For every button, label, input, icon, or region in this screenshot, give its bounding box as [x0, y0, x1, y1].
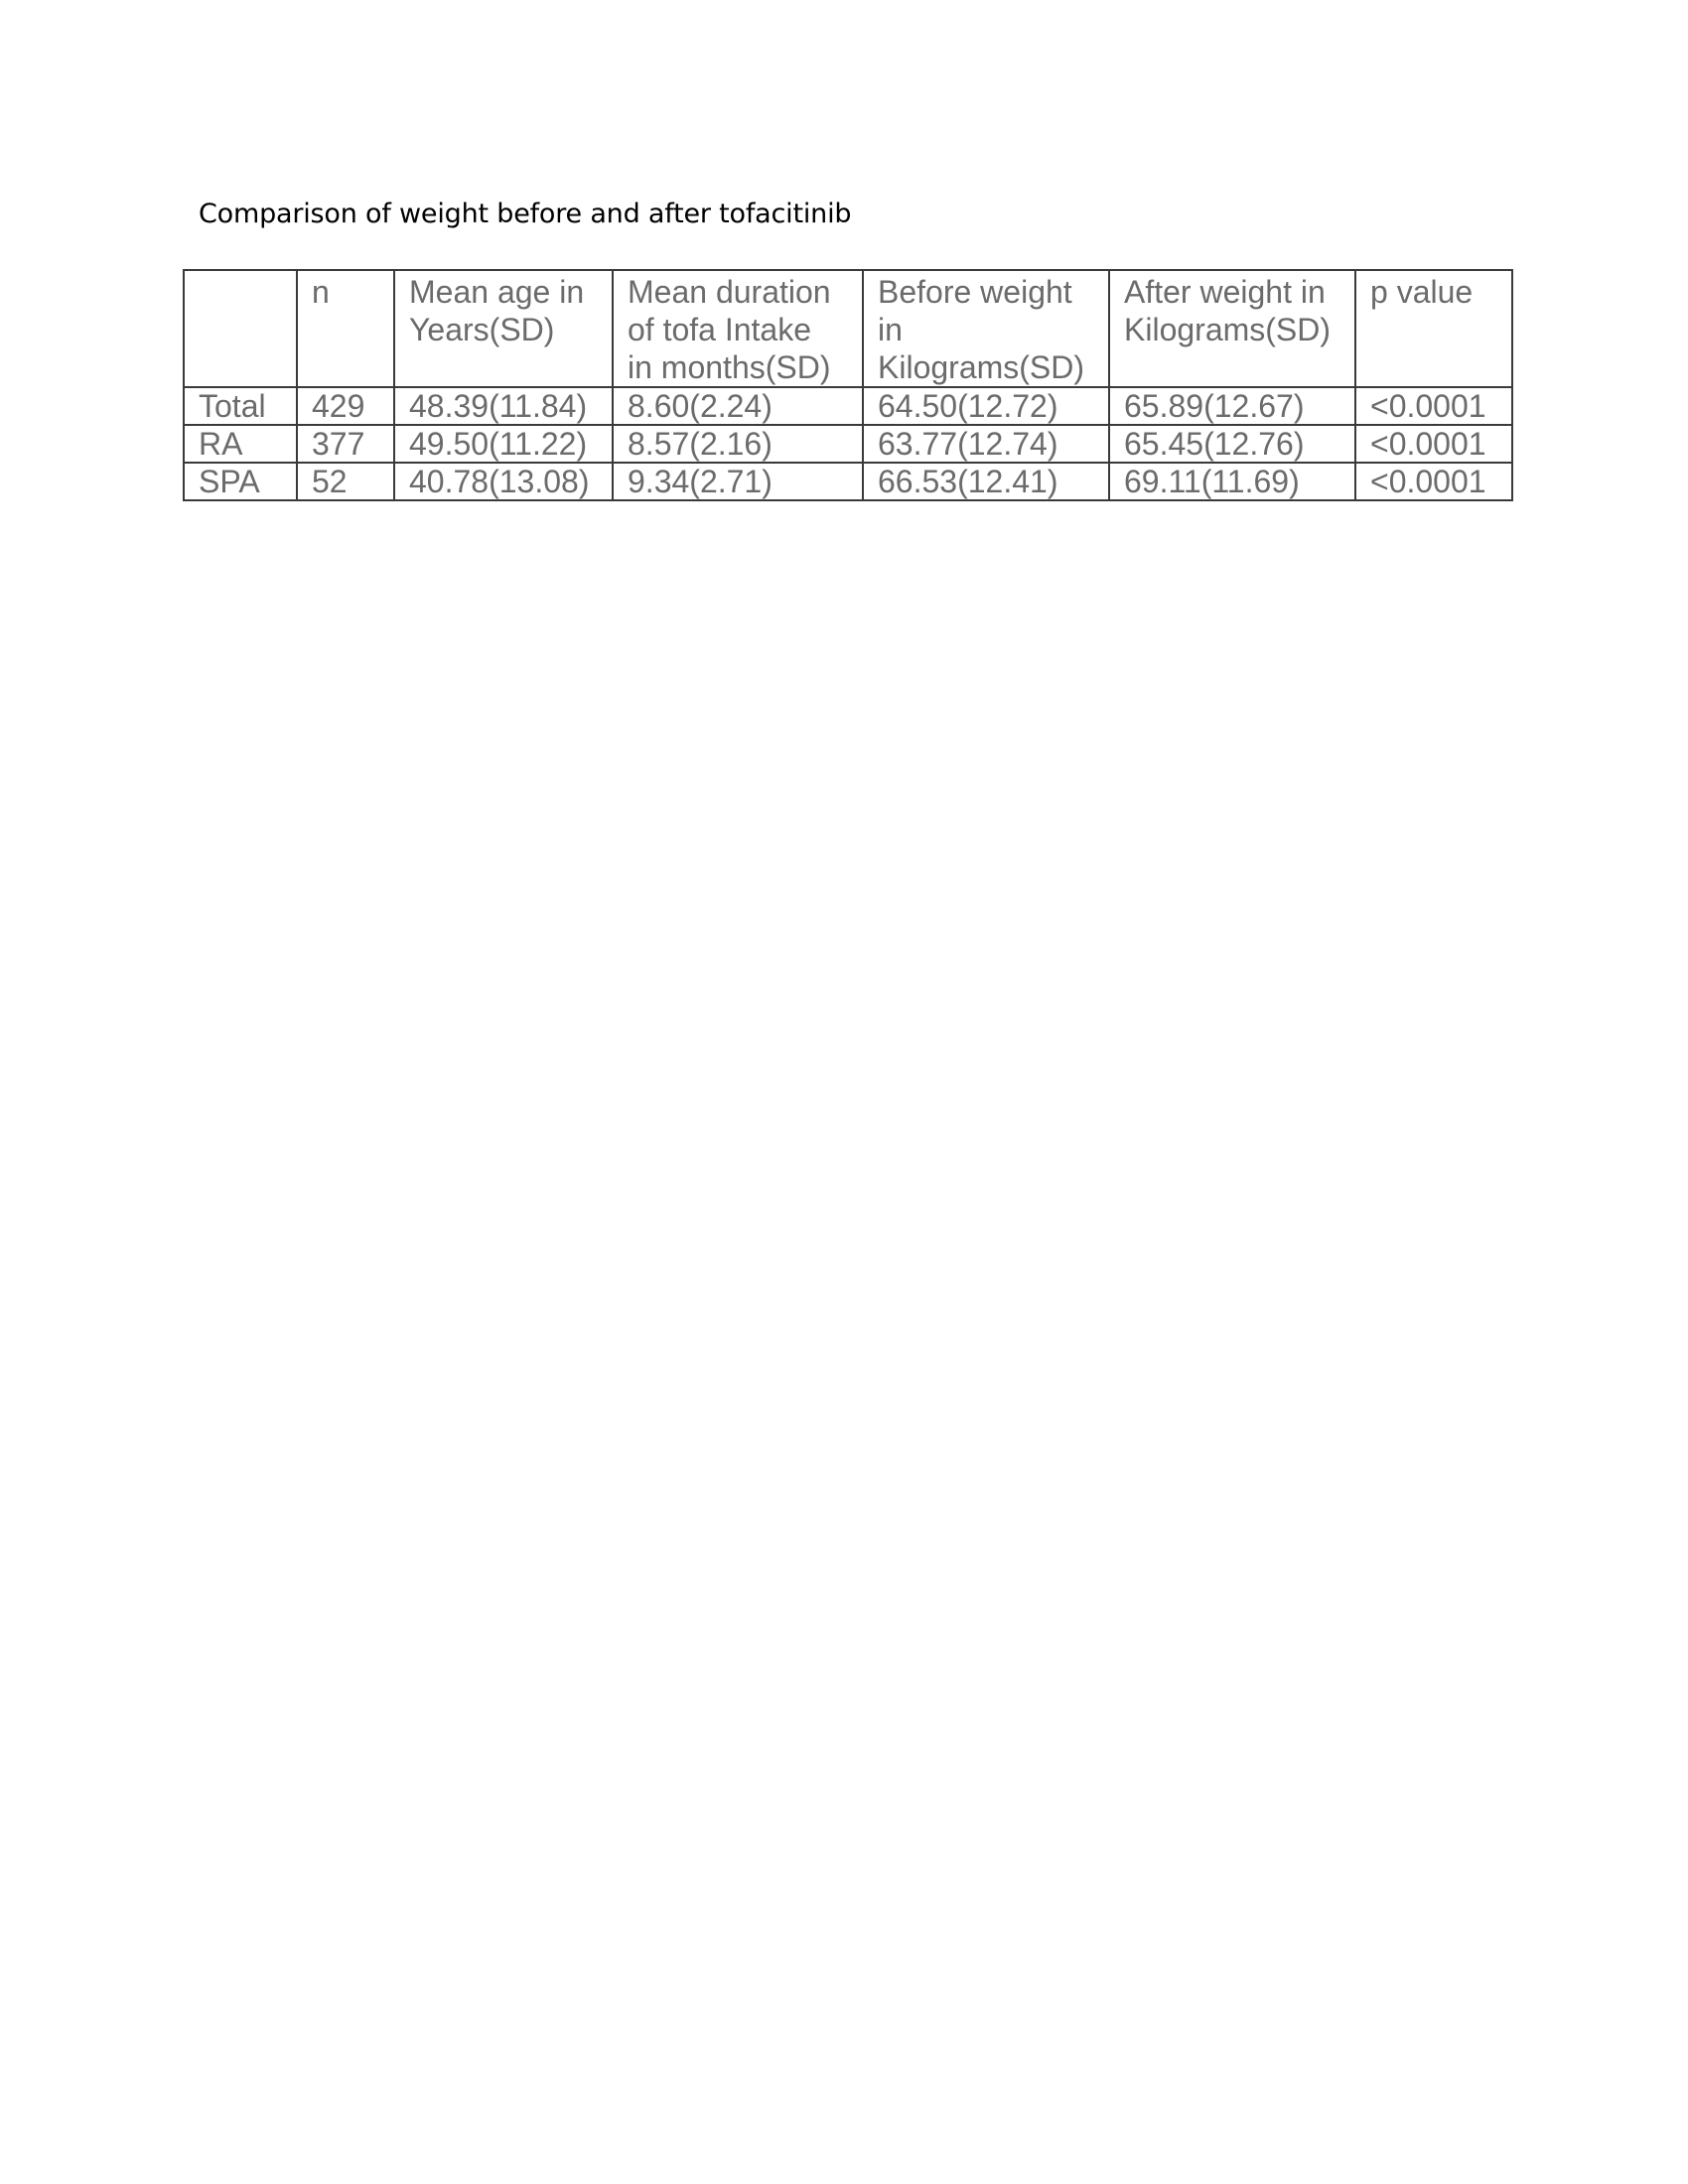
header-mean-age-line: Years(SD) — [409, 312, 555, 347]
header-mean-age-line: Mean age in — [409, 274, 585, 310]
table-body — [184, 387, 1512, 500]
header-group — [184, 270, 297, 387]
cell-p-value: <0.0001 — [1355, 463, 1512, 500]
cell-p-value: <0.0001 — [1355, 387, 1512, 425]
cell-mean-age: 49.50(11.22) — [394, 425, 613, 463]
cell-group: Total — [184, 387, 297, 425]
header-mean-duration-line: in months(SD) — [628, 349, 831, 385]
header-after-weight-line: Kilograms(SD) — [1124, 312, 1332, 347]
table-row — [184, 425, 1512, 463]
cell-group: RA — [184, 425, 297, 463]
cell-mean-age: 40.78(13.08) — [394, 463, 613, 500]
cell-group: SPA — [184, 463, 297, 500]
cell-n: 377 — [297, 425, 394, 463]
cell-before-weight: 64.50(12.72) — [863, 387, 1109, 425]
cell-after-weight: 65.89(12.67) — [1109, 387, 1355, 425]
cell-mean-duration: 9.34(2.71) — [613, 463, 863, 500]
header-mean-age — [394, 270, 613, 387]
table-caption: Comparison of weight before and after tofacitinib — [199, 199, 852, 229]
header-before-weight-line: Kilograms(SD) — [878, 349, 1085, 385]
cell-n: 429 — [297, 387, 394, 425]
header-after-weight-line: After weight in — [1124, 274, 1326, 310]
header-before-weight-line: Before weight — [878, 274, 1072, 310]
cell-before-weight: 63.77(12.74) — [863, 425, 1109, 463]
header-after-weight — [1109, 270, 1355, 387]
cell-mean-duration: 8.60(2.24) — [613, 387, 863, 425]
header-mean-duration — [613, 270, 863, 387]
table-row — [184, 463, 1512, 500]
table-header — [184, 270, 1512, 387]
cell-mean-duration: 8.57(2.16) — [613, 425, 863, 463]
cell-after-weight: 65.45(12.76) — [1109, 425, 1355, 463]
table-row — [184, 387, 1512, 425]
header-before-weight-line: in — [878, 312, 903, 347]
header-before-weight — [863, 270, 1109, 387]
header-p-value: p value — [1355, 270, 1512, 387]
header-mean-duration-line: of tofa Intake — [628, 312, 812, 347]
cell-before-weight: 66.53(12.41) — [863, 463, 1109, 500]
weight-comparison-table — [183, 269, 1513, 501]
cell-mean-age: 48.39(11.84) — [394, 387, 613, 425]
header-n: n — [297, 270, 394, 387]
header-row — [184, 270, 1512, 387]
cell-after-weight: 69.11(11.69) — [1109, 463, 1355, 500]
header-mean-duration-line: Mean duration — [628, 274, 831, 310]
cell-n: 52 — [297, 463, 394, 500]
cell-p-value: <0.0001 — [1355, 425, 1512, 463]
